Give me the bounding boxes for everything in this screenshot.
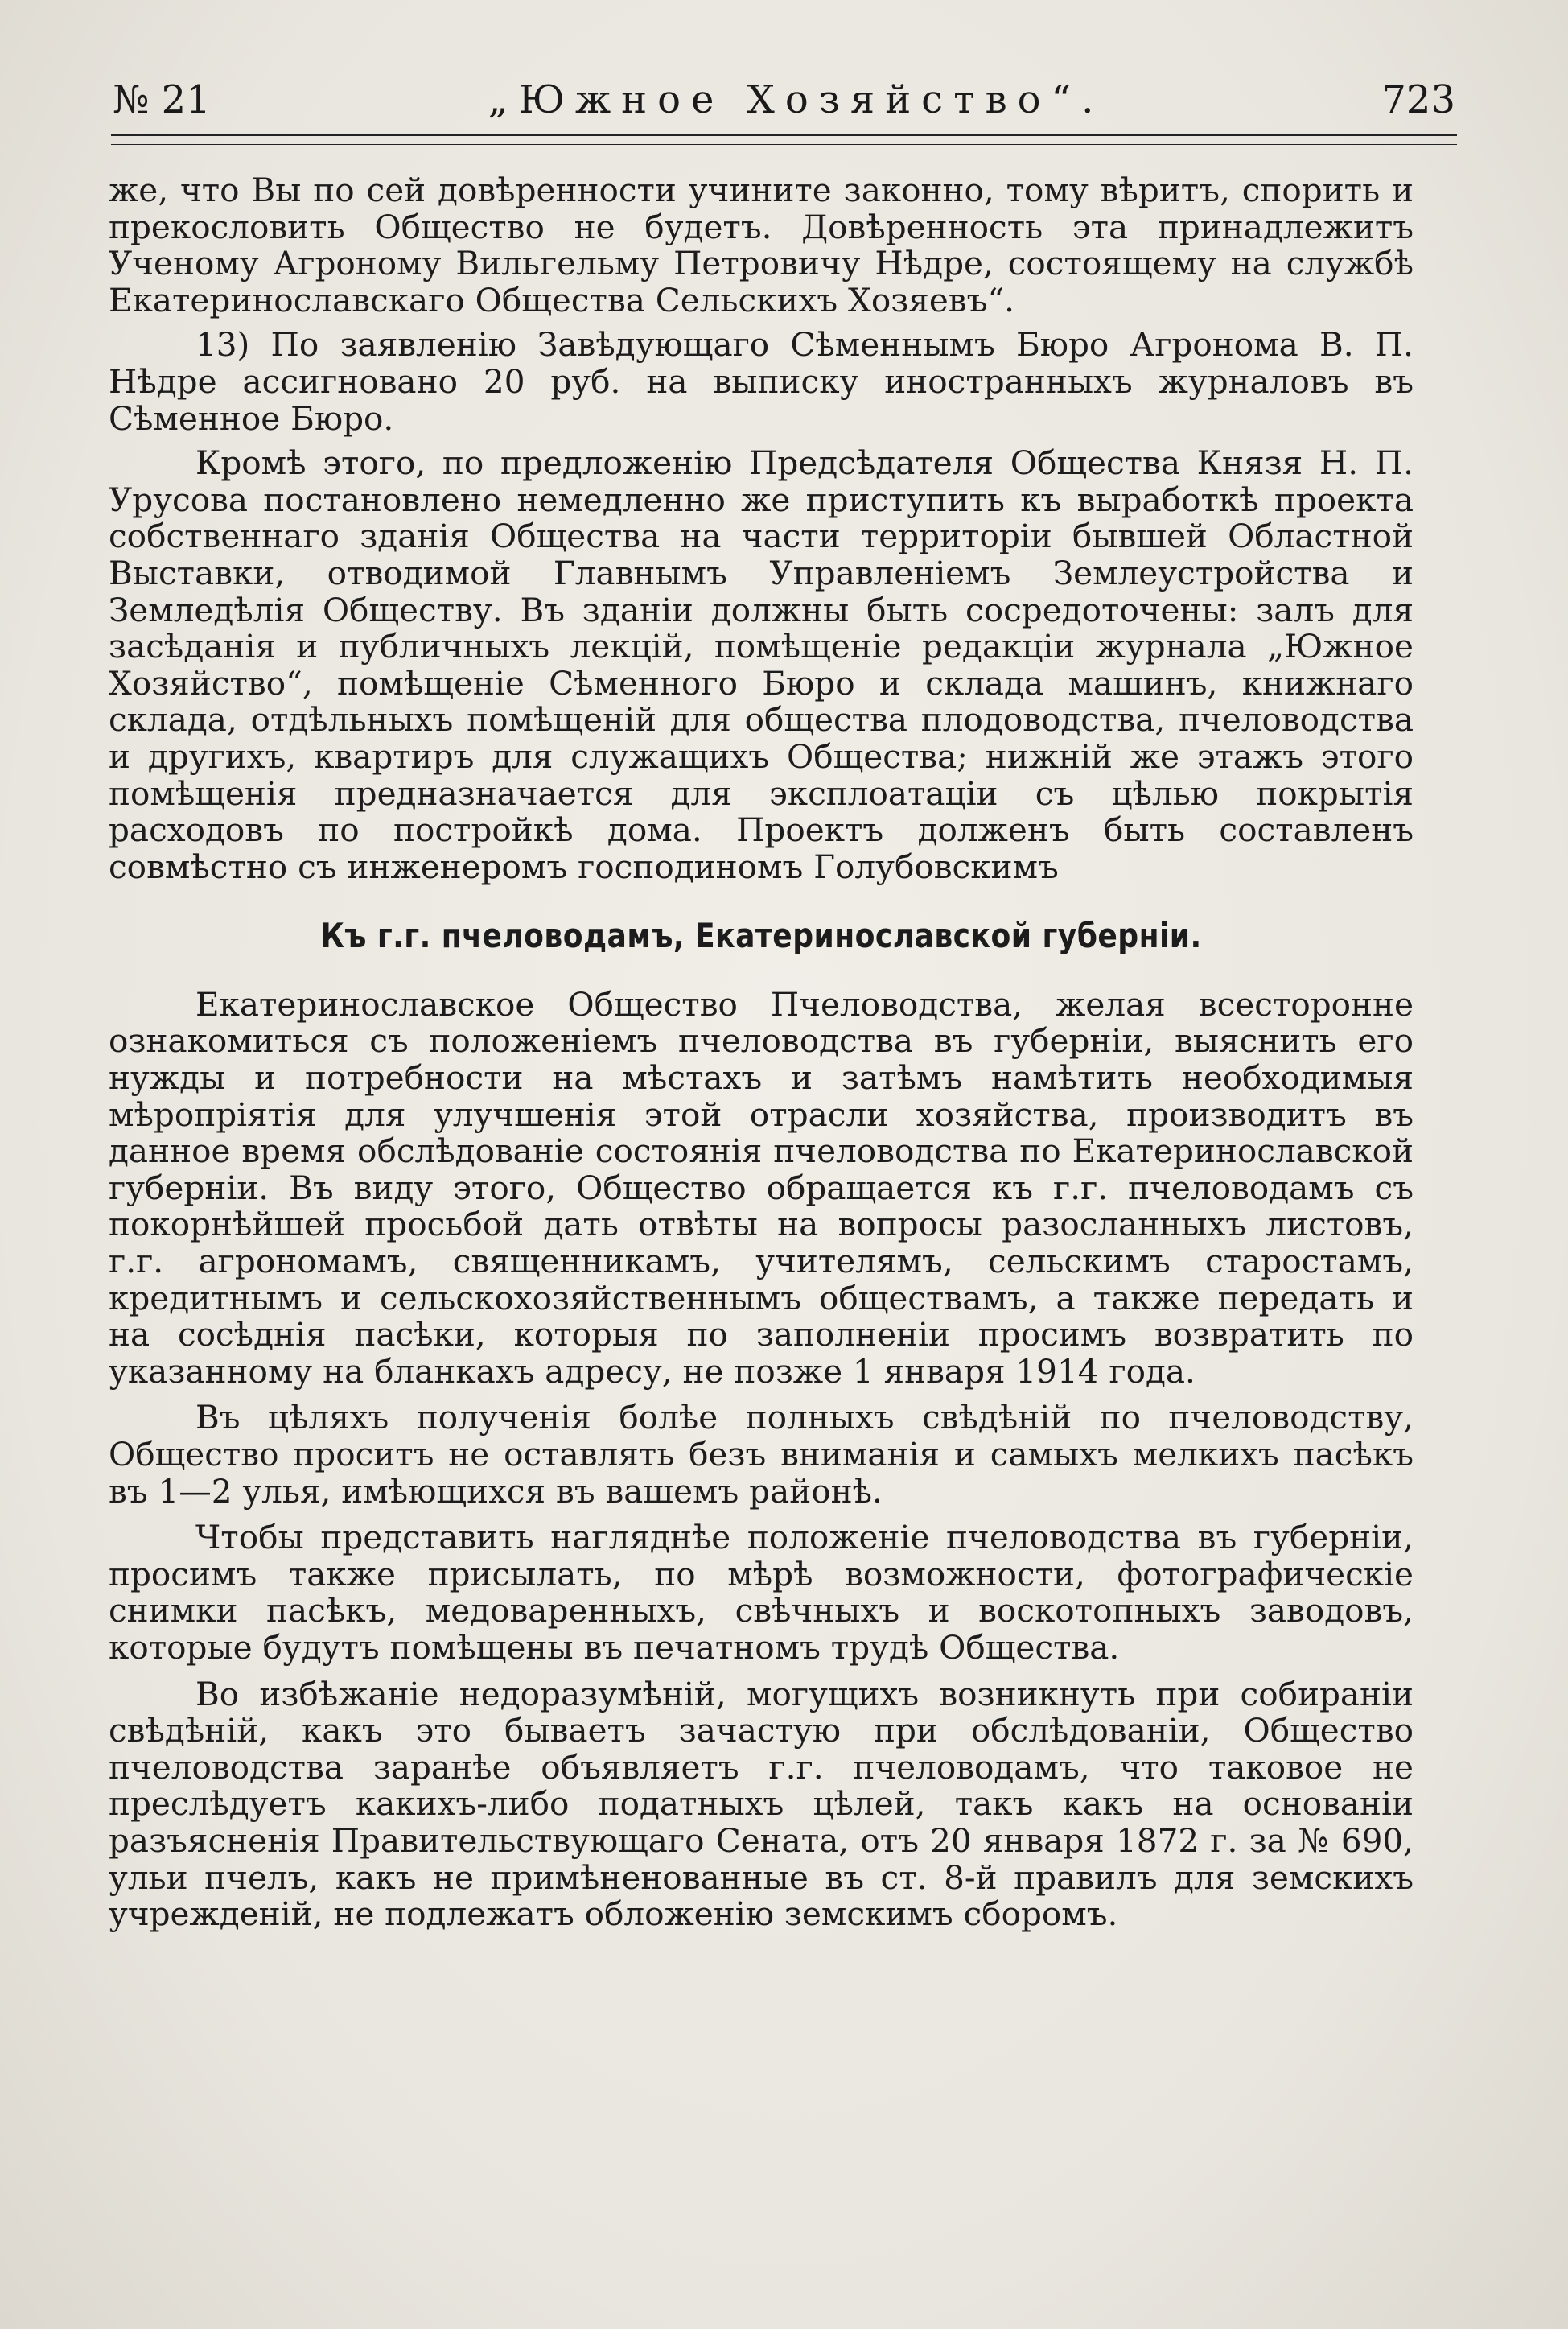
paragraph-building-project: Кромѣ этого, по предложенію Предсѣдателя Общества Князя Н. П. Урусова постановлено немедленно же приступить къ выработкѣ проекта собственнаго зданія Общества на части территоріи бывшей Областной Выставки, отводимой Главнымъ Управленіемъ Землеустройства и Земледѣлія Обществу. Въ зданіи должны быть сосредоточены: залъ для засѣданія и публичныхъ лекцій, помѣщеніе редакціи журнала „Южное Хозяйство“, помѣщеніе Сѣменного Бюро и склада машинъ, книжнаго склада, отдѣльныхъ помѣщеній для общества плодоводства, пчеловодства и другихъ, квартиръ для служащихъ Общества; нижній же этажъ этого помѣщенія предназначается для эксплоатаціи съ цѣлью покрытія расходовъ по постройкѣ дома. Проектъ долженъ быть составленъ совмѣстно съ инженеромъ господиномъ Голубовскимъ bbox=[109, 443, 1414, 886]
paragraph-beekeeping-survey: Екатеринославское Общество Пчеловодства, желая всесторонне ознакомиться съ положеніемъ пчеловодства въ губерніи, выяснить его нужды и потребности на мѣстахъ и затѣмъ намѣтить необходимыя мѣропріятія для улучшенія этой отрасли хозяйства, производитъ въ данное время обслѣдованіе состоянія пчеловодства по Екатеринославской губерніи. Въ виду этого, Общество обращается къ г.г. пчеловодамъ съ покорнѣйшей просьбой дать отвѣты на вопросы разосланныхъ листовъ, г.г. агрономамъ, священникамъ, учителямъ, сельскимъ старостамъ, кредитнымъ и сельскохозяйственнымъ обществамъ, а также передать и на сосѣднія пасѣки, которыя по заполненіи просимъ возвратить по указанному на бланкахъ адресу, не позже 1 января 1914 года. bbox=[109, 984, 1414, 1391]
paragraph-continuation: же, что Вы по сей довѣренности учините законно, тому вѣритъ, спорить и прекословить Общество не будетъ. Довѣренность эта принадлежитъ Ученому Агроному Вильгельму Петровичу Нѣдре, состоящему на службѣ Екатеринославскаго Общества Сельскихъ Хозяевъ“. bbox=[109, 171, 1414, 319]
article-body bbox=[109, 172, 1414, 1933]
running-header bbox=[113, 77, 1455, 134]
page-number: 723 bbox=[1381, 77, 1455, 122]
paragraph-item-13: 13) По заявленію Завѣдующаго Сѣменнымъ Бюро Агронома В. П. Нѣдре ассигновано 20 руб. на выписку иностранныхъ журналовъ въ Сѣменное Бюро. bbox=[109, 325, 1414, 438]
paragraph-tax-notice: Во избѣжаніе недоразумѣній, могущихъ возникнуть при собираніи свѣдѣній, какъ это бываетъ зачастую при обслѣдованіи, Общество пчеловодства заранѣе объявляетъ г.г. пчеловодамъ, что таковое не преслѣдуетъ какихъ-либо податныхъ цѣлей, такъ какъ на основаніи разъясненія Правительствующаго Сената, отъ 20 января 1872 г. за № 690, ульи пчелъ, какъ не примѣненованные въ ст. 8-й правилъ для земскихъ учрежденій, не подлежатъ обложенію земскимъ сборомъ. bbox=[109, 1674, 1414, 1934]
section-heading: Къ г.г. пчеловодамъ, Екатеринославской губерніи. bbox=[320, 916, 1202, 956]
paragraph-photographs: Чтобы представить нагляднѣе положеніе пчеловодства въ губерніи, просимъ также присылать, по мѣрѣ возможности, фотографическіе снимки пасѣкъ, медоваренныхъ, свѣчныхъ и воскотопныхъ заводовъ, которые будутъ помѣщены въ печатномъ трудѣ Общества. bbox=[109, 1518, 1414, 1667]
journal-title: „Южное Хозяйство“. bbox=[488, 77, 1105, 122]
paragraph-small-apiaries: Въ цѣляхъ полученія болѣе полныхъ свѣдѣній по пчеловодству, Общество проситъ не оставлять безъ вниманія и самыхъ мелкихъ пасѣкъ въ 1—2 улья, имѣющихся въ вашемъ районѣ. bbox=[109, 1398, 1414, 1511]
issue-number: № 21 bbox=[113, 77, 211, 122]
header-rule bbox=[111, 134, 1457, 145]
